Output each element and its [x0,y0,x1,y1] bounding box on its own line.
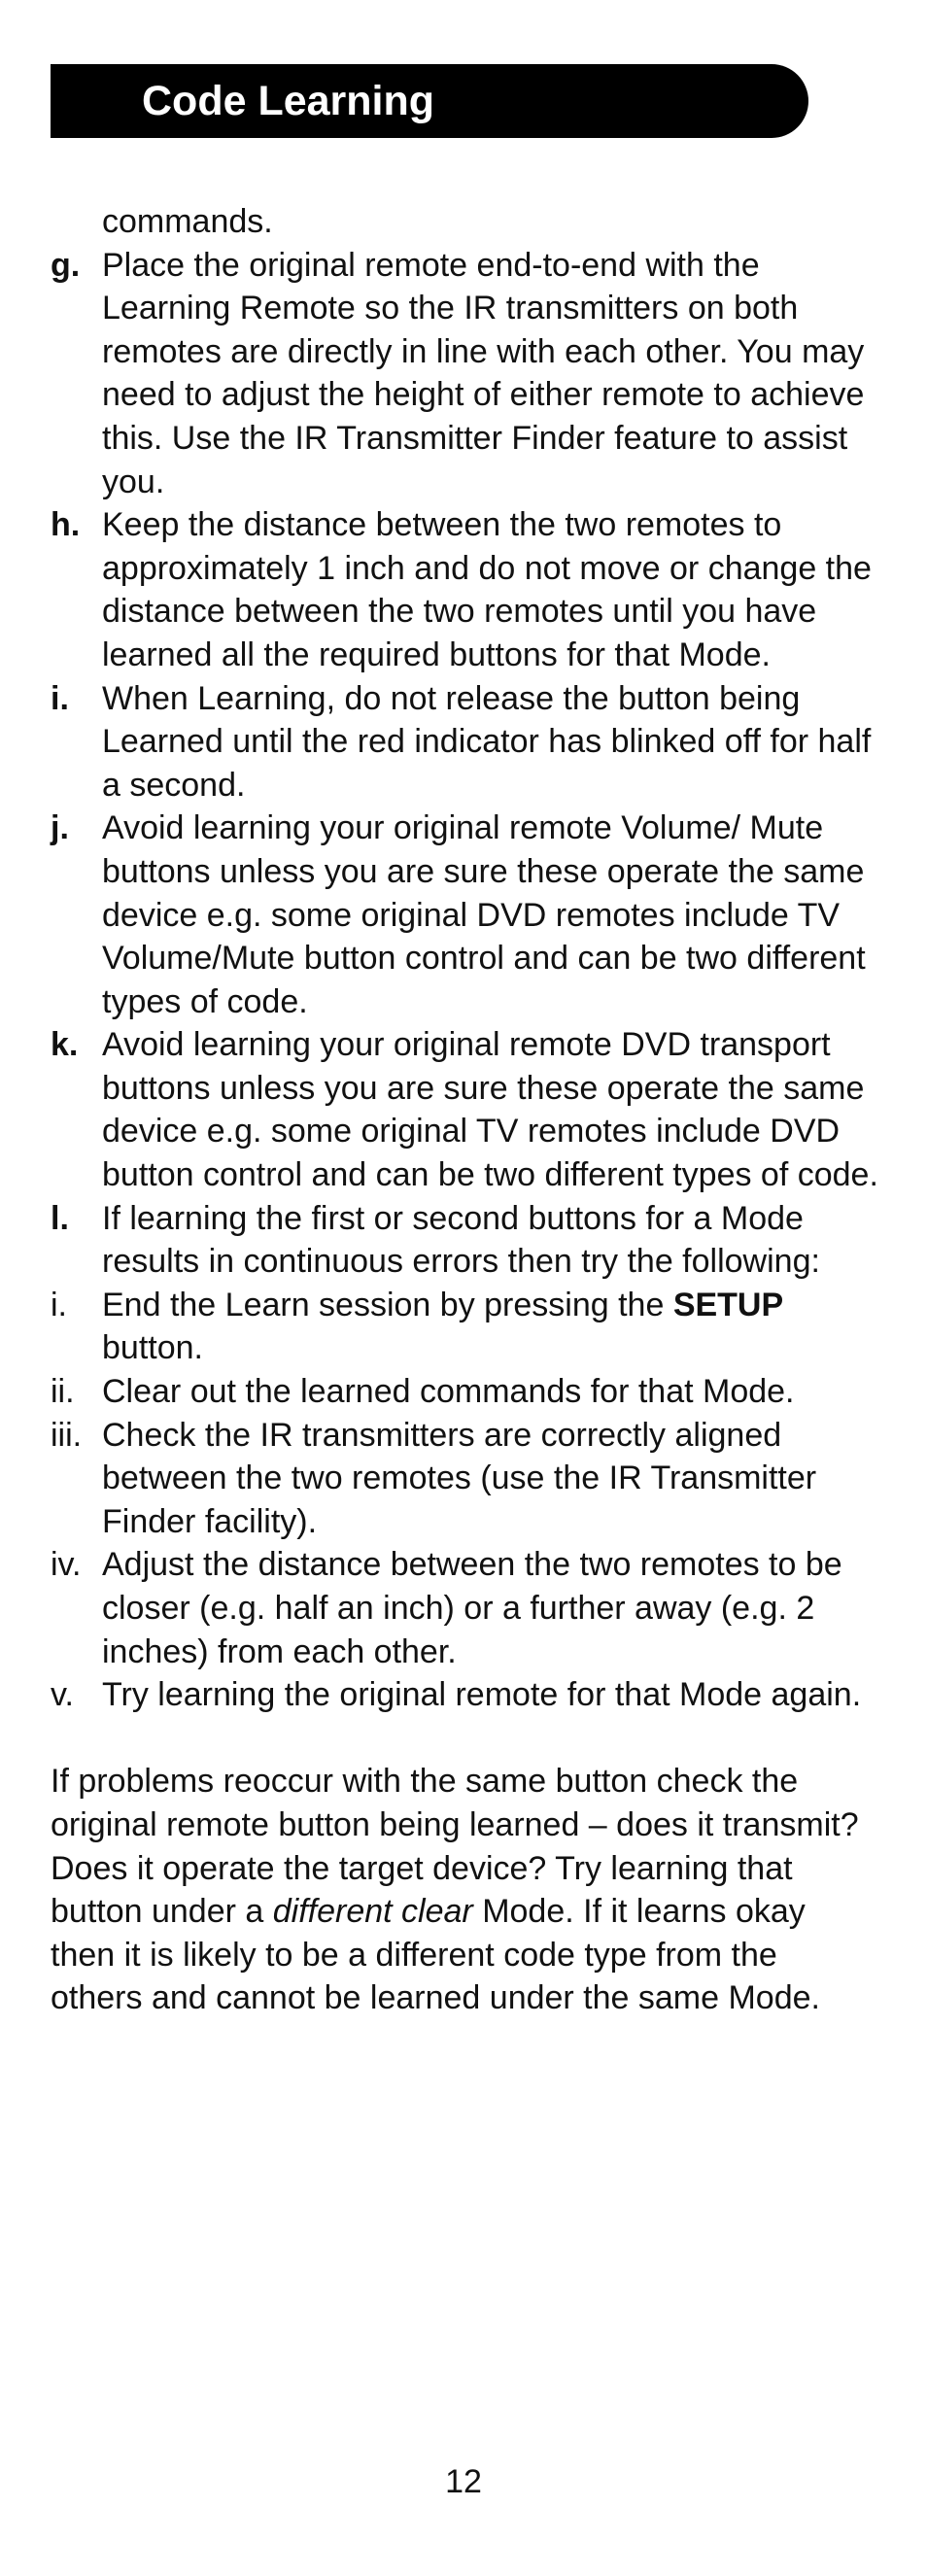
list-marker: h. [51,506,81,544]
list-marker: k. [51,1026,79,1064]
sub-list-text: Adjust the distance between the two remotes to be closer (e.g. half an inch) or a further away (e.g. 2 inches) from each other. [102,1546,842,1670]
sub-list-text: Check the IR transmitters are correctly aligned between the two remotes (use the IR Transmitter Finder facility). [102,1416,817,1540]
page-body [51,200,886,2020]
paragraph-text: If problems reoccur with the same button check the original remote button being learned – does it transmit? Does it operate the target device? Try learning that button under a [51,1763,859,1931]
list-item-text: Avoid learning your original remote Volume/ Mute buttons unless you are sure these operate the same device e.g. some original DVD remotes include TV Volume/Mute button control and can be two different types of code. [102,809,866,1020]
sub-list-item [51,1370,886,1414]
list-item [51,1023,886,1196]
setup-button-label: SETUP [672,1286,784,1323]
sub-list-text: button. [102,1329,203,1367]
sub-list-text: End the Learn session by pressing the [102,1286,673,1323]
sub-list-text: Try learning the original remote for that Mode again. [102,1676,862,1714]
list-item [51,677,886,807]
list-marker: j. [51,809,69,847]
sub-list-marker: iii. [51,1416,83,1454]
sub-list-marker: i. [51,1286,67,1323]
list-item [51,244,886,504]
sub-list-marker: ii. [51,1373,75,1411]
sub-list-text: Clear out the learned commands for that Mode. [102,1373,795,1411]
list-item-text: Avoid learning your original remote DVD transport buttons unless you are sure these operate the same device e.g. some original TV remotes include DVD button control and can be two different types of code. [102,1026,878,1194]
list-item [51,807,886,1023]
sub-list-item [51,1284,886,1370]
troubleshooting-paragraph [51,1760,867,2020]
list-marker: l. [51,1199,69,1237]
section-title: Code Learning [142,78,435,124]
list-item-text: Place the original remote end-to-end with the Learning Remote so the IR transmitters on both remotes are directly in line with each other. You may need to adjust the height of either remote to achieve this. Use the IR Transmitter Finder feature to assist you. [102,246,865,500]
list-marker: g. [51,246,81,284]
list-item-text: If learning the first or second buttons for a Mode results in continuous errors then try the following: [102,1199,820,1281]
page-number: 12 [445,2463,482,2500]
sub-list-marker: v. [51,1676,74,1714]
paragraph-emphasis: different clear [272,1893,473,1931]
sub-list-marker: iv. [51,1546,82,1584]
sub-list-item [51,1543,886,1673]
list-item [51,503,886,676]
list-item-text: When Learning, do not release the button being Learned until the red indicator has blinked off for half a second. [102,679,872,804]
paragraph-text: Mode. If it learns okay then it is likely to be a different code type from the others and cannot be learned under the same Mode. [51,1893,820,2017]
sub-list-item [51,1673,886,1717]
sub-list-item [51,1414,886,1544]
continued-text: commands. [102,203,273,240]
list-item [51,1197,886,1284]
list-marker: i. [51,679,69,717]
list-item-text: Keep the distance between the two remotes to approximately 1 inch and do not move or change the distance between the two remotes until you have learned all the required buttons for that Mode. [102,506,872,673]
